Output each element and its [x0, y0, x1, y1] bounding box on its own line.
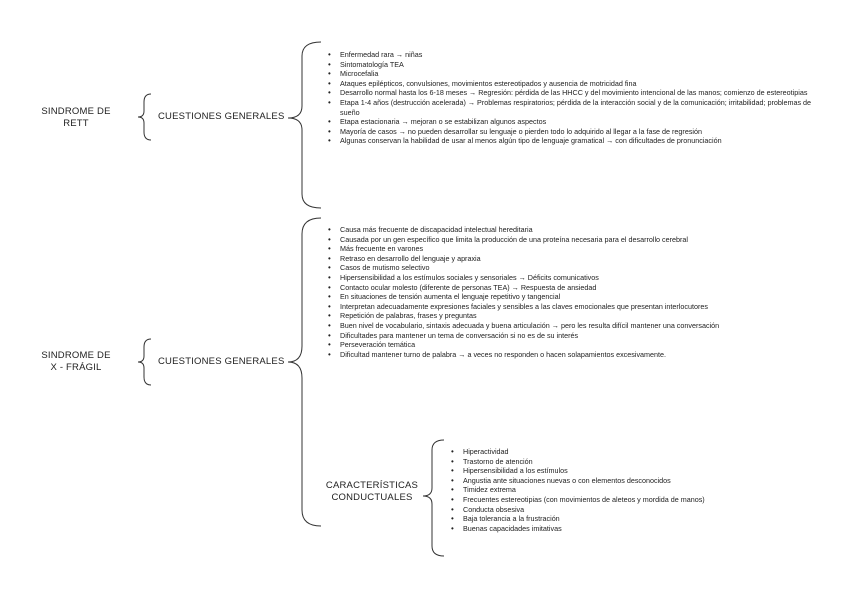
list-item: • Desarrollo normal hasta los 6-18 meses → Regresión: pérdida de las HHCC y del movimiento intencional de las manos; comienzo de estereotipias: [327, 88, 817, 98]
list-item: • En situaciones de tensión aumenta el lenguaje repetitivo y tangencial: [327, 292, 817, 302]
rett-title-brace: [138, 94, 152, 140]
list-item: • Hipersensibilidad a los estímulos sociales y sensoriales → Déficits comunicativos: [327, 273, 817, 283]
list-item: • Contacto ocular molesto (diferente de personas TEA) → Respuesta de ansiedad: [327, 283, 817, 293]
rett-title-line2: RETT: [63, 118, 89, 129]
list-item: • Angustia ante situaciones nuevas o con elementos desconocidos: [450, 476, 830, 486]
list-item: • Buen nivel de vocabulario, sintaxis adecuada y buena articulación → pero les resulta difícil mantener una conversación: [327, 321, 817, 331]
list-item: • Más frecuente en varones: [327, 244, 817, 254]
list-item: • Mayoría de casos → no pueden desarrollar su lenguaje o pierden todo lo adquirido al llegar a la fase de regresión: [327, 127, 817, 137]
list-item: • Ataques epilépticos, convulsiones, movimientos estereotipados y ausencia de motricidad fina: [327, 79, 817, 89]
list-item: • Frecuentes estereotipias (con movimientos de aleteos y mordida de manos): [450, 495, 830, 505]
xfragil-title-brace: [138, 339, 152, 385]
rett-section-label: CUESTIONES GENERALES: [158, 111, 285, 122]
xfragil-general-label: CUESTIONES GENERALES: [158, 356, 285, 367]
list-item: • Etapa estacionaria → mejoran o se estabilizan algunos aspectos: [327, 117, 817, 127]
xfragil-conductual-label: [318, 480, 426, 504]
xfragil-general-list: [327, 225, 817, 359]
rett-title-line1: SINDROME DE: [41, 106, 111, 117]
list-item: • Baja tolerancia a la frustración: [450, 514, 830, 524]
xfragil-title: [28, 350, 124, 374]
list-item: • Causada por un gen específico que limita la producción de una proteína necesaria para el desarrollo cerebral: [327, 235, 817, 245]
list-item: • Interpretan adecuadamente expresiones faciales y sensibles a las claves emocionales que presentan interlocutores: [327, 302, 817, 312]
xfragil-main-brace: [288, 218, 322, 526]
xfragil-conductual-label-line1: CARACTERÍSTICAS: [325, 480, 419, 491]
list-item: • Trastorno de atención: [450, 457, 830, 467]
rett-items-brace: [288, 42, 322, 208]
xfragil-conductual-label-line2: CONDUCTUALES: [331, 492, 413, 503]
rett-title: [28, 106, 124, 130]
xfragil-conductual-brace: [423, 440, 445, 556]
list-item: • Perseveración temática: [327, 340, 817, 350]
list-item: • Dificultad mantener turno de palabra → a veces no responden o hacen solapamientos excesivamente.: [327, 350, 817, 360]
list-item: • Repetición de palabras, frases y preguntas: [327, 311, 817, 321]
list-item: • Microcefalia: [327, 69, 817, 79]
rett-items-list: [327, 50, 817, 146]
list-item: • Conducta obsesiva: [450, 505, 830, 515]
list-item: • Hiperactividad: [450, 447, 830, 457]
list-item: • Causa más frecuente de discapacidad intelectual hereditaria: [327, 225, 817, 235]
list-item: • Enfermedad rara → niñas: [327, 50, 817, 60]
xfragil-conductual-list: [450, 447, 830, 533]
list-item: • Etapa 1-4 años (destrucción acelerada) → Problemas respiratorios; pérdida de la interacción social y de la comunicación; irritabilidad; problemas de sueño: [327, 98, 817, 117]
list-item: • Sintomatología TEA: [327, 60, 817, 70]
xfragil-title-line2: X - FRÁGIL: [50, 362, 102, 373]
list-item: • Casos de mutismo selectivo: [327, 263, 817, 273]
list-item: • Timidez extrema: [450, 485, 830, 495]
list-item: • Buenas capacidades imitativas: [450, 524, 830, 534]
list-item: • Algunas conservan la habilidad de usar al menos algún tipo de lenguaje gramatical → con dificultades de pronunciación: [327, 136, 817, 146]
list-item: • Hipersensibilidad a los estímulos: [450, 466, 830, 476]
xfragil-title-line1: SINDROME DE: [41, 350, 111, 361]
list-item: • Dificultades para mantener un tema de conversación si no es de su interés: [327, 331, 817, 341]
list-item: • Retraso en desarrollo del lenguaje y apraxia: [327, 254, 817, 264]
